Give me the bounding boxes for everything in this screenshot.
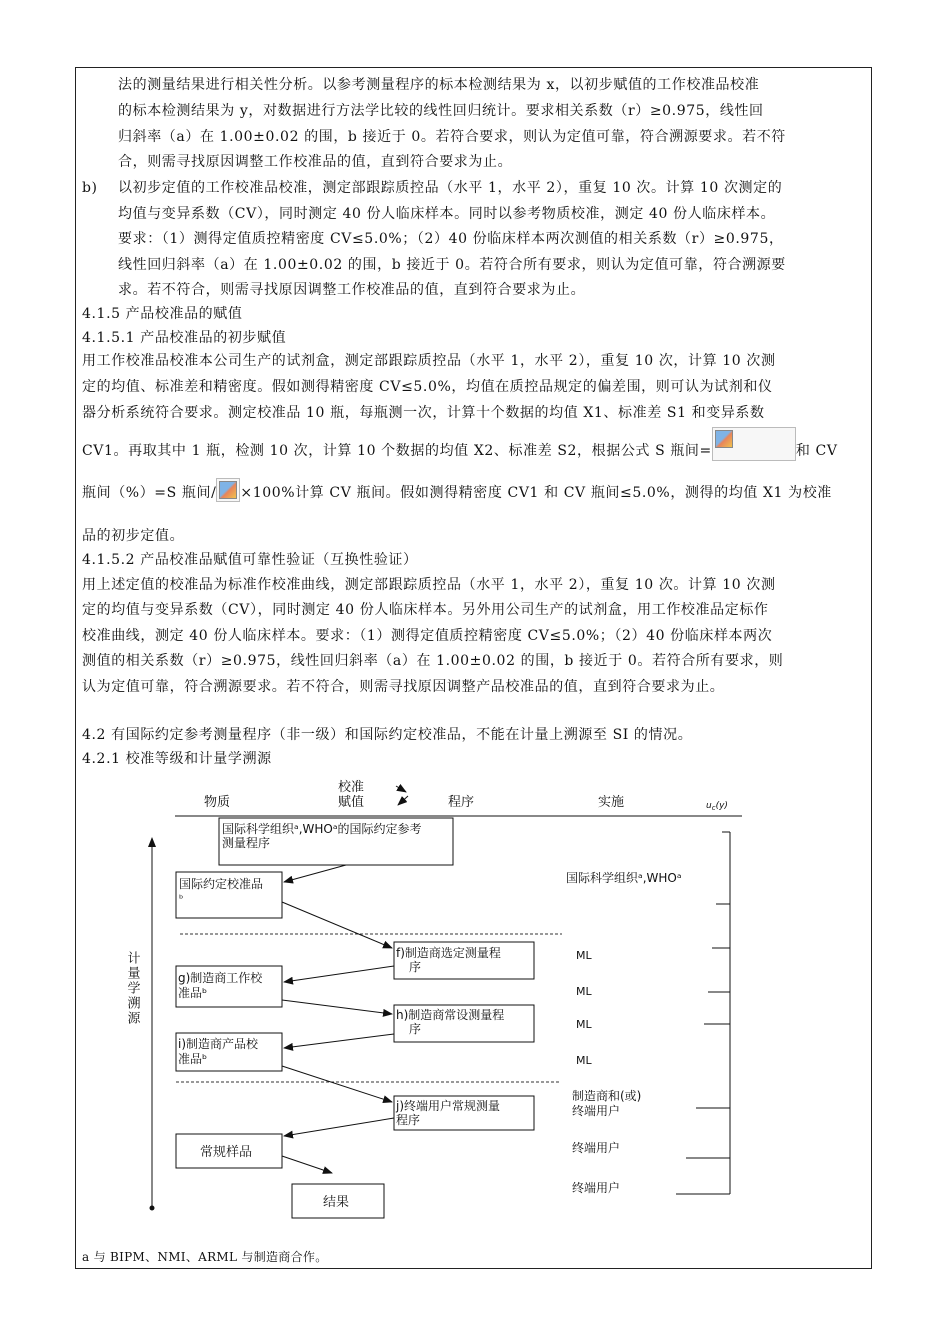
impl-mfr-line1: 制造商和(或)	[572, 1089, 642, 1103]
calib-arrow-right	[396, 786, 406, 792]
text-segment: 瓶间（%）=S 瓶间/	[82, 485, 217, 501]
text-line: 归斜率（a）在 1.00±0.02 的围，b 接近于 0。若符合要求，则认为定值可靠，符合溯源要求。若不符	[118, 129, 786, 145]
section-heading: 4.1.5.1 产品校准品的初步赋值	[82, 330, 287, 346]
box-j-line1: j)终端用户常规测量	[396, 1099, 501, 1113]
arrow	[282, 902, 392, 948]
section-heading: 4.2 有国际约定参考测量程序（非一级）和国际约定校准品，不能在计量上溯源至 SI 的情况。	[82, 727, 693, 743]
text-line: 测值的相关系数（r）≥0.975，线性回归斜率（a）在 1.00±0.02 的围，b 接近于 0。若符合所有要求，则	[82, 653, 784, 669]
formula-image-icon	[712, 427, 796, 461]
text-line: 合，则需寻找原因调整工作校准品的值，直到符合要求为止。	[118, 154, 513, 170]
text-line	[82, 484, 832, 502]
text-segment: CV1。再取其中 1 瓶，检测 10 次，计算 10 个数据的均值 X2、标准差 S2，根据公式 S 瓶间=	[82, 443, 712, 459]
impl-ml: ML	[576, 1018, 592, 1031]
box-reference-procedure-line2: 测量程序	[222, 836, 271, 850]
text-line: 用工作校准品校准本公司生产的试剂盒，测定部跟踪质控品（水平 1，水平 2），重复 10 次，计算 10 次测	[82, 353, 776, 369]
header-calib-line2: 赋值	[338, 795, 365, 810]
box-result-label: 结果	[323, 1195, 350, 1210]
text-line: 均值与变异系数（CV），同时测定 40 份人临床样本。同时以参考物质校准，测定 40 份人临床样本。	[118, 206, 776, 222]
box-intl-calibrator-line1: 国际约定校准品	[179, 877, 264, 891]
text-line: 校准曲线，测定 40 份人临床样本。要求：（1）测得定值质控精密度 CV≤5.0%；（2）40 份临床样本两次	[82, 628, 773, 644]
axis-label: 计量学溯源	[124, 951, 140, 1026]
header-uncertainty: $u_c(y)$	[706, 801, 728, 812]
impl-intl-org: 国际科学组织ᵃ,WHOᵃ	[566, 871, 682, 885]
impl-mfr-line2: 终端用户	[572, 1104, 621, 1118]
box-f-line1: f)制造商选定测量程	[396, 946, 501, 960]
text-line: 用上述定值的校准品为标准作校准曲线，测定部跟踪质控品（水平 1，水平 2），重复 10 次。计算 10 次测	[82, 577, 776, 593]
box-f-line2: 序	[409, 960, 422, 974]
impl-ml: ML	[576, 1054, 592, 1067]
impl-end-user: 终端用户	[572, 1141, 621, 1155]
text-line: 的标本检测结果为 y，对数据进行方法学比较的线性回归统计。要求相关系数（r）≥0.975，线性回	[118, 103, 764, 119]
box-h-line2: 序	[409, 1022, 422, 1036]
text-line: 品的初步定值。	[82, 528, 185, 544]
box-h-line1: h)制造商常设测量程	[396, 1008, 505, 1022]
arrow	[284, 865, 346, 882]
impl-ml: ML	[576, 949, 592, 962]
box-i-line1: i)制造商产品校	[178, 1037, 259, 1051]
text-line	[82, 441, 838, 461]
arrow	[282, 1000, 392, 1014]
text-line: 定的均值、标准差和精密度。假如测得精密度 CV≤5.0%，均值在质控品规定的偏差围，则可认为试剂和仪	[82, 379, 773, 395]
box-j-line2: 程序	[396, 1113, 421, 1127]
axis-origin	[150, 1206, 155, 1211]
arrow	[284, 1118, 394, 1136]
box-g-line2: 准品ᵇ	[178, 986, 208, 1000]
text-line: 线性回归斜率（a）在 1.00±0.02 的围，b 接近于 0。若符合所有要求，则认为定值可靠，符合溯源要	[118, 257, 786, 273]
arrow	[284, 966, 394, 982]
impl-ml: ML	[576, 985, 592, 998]
text-line: 以初步定值的工作校准品校准，测定部跟踪质控品（水平 1，水平 2），重复 10 次。计算 10 次测定的	[118, 180, 783, 196]
text-segment: 和 CV	[795, 443, 838, 459]
header-material: 物质	[204, 795, 231, 810]
text-line: 器分析系统符合要求。测定校准品 10 瓶，每瓶测一次，计算十个数据的均值 X1、标准差 S1 和变异系数	[82, 405, 765, 421]
footnote: a 与 BIPM、NMI、ARML 与制造商合作。	[82, 1250, 328, 1264]
box-g-line1: g)制造商工作校	[178, 971, 263, 985]
box-i-line2: 准品ᵇ	[178, 1052, 208, 1066]
text-segment: ×100%计算 CV 瓶间。假如测得精密度 CV1 和 CV 瓶间≤5.0%，测得的均值 X1 为校准	[240, 485, 832, 501]
arrow	[284, 1034, 394, 1048]
arrow	[282, 1066, 392, 1102]
section-heading: 4.2.1 校准等级和计量学溯源	[82, 751, 272, 767]
text-line: 认为定值可靠，符合溯源要求。若不符合，则需寻找原因调整产品校准品的值，直到符合要求为止。	[82, 679, 725, 695]
formula-image-icon	[216, 478, 240, 502]
box-routine-sample-label: 常规样品	[200, 1145, 253, 1160]
text-line: 定的均值与变异系数（CV），同时测定 40 份人临床样本。另外用公司生产的试剂盒，用工作校准品定标作	[82, 602, 769, 618]
text-line: 求。若不符合，则需寻找原因调整工作校准品的值，直到符合要求为止。	[118, 282, 586, 298]
text-line: 法的测量结果进行相关性分析。以参考测量程序的标本检测结果为 x，以初步赋值的工作校准品校准	[118, 77, 760, 93]
section-heading: 4.1.5.2 产品校准品赋值可靠性验证（互换性验证）	[82, 552, 418, 568]
header-calib-line1: 校准	[338, 780, 365, 795]
section-heading: 4.1.5 产品校准品的赋值	[82, 306, 243, 322]
traceability-diagram	[82, 776, 762, 1231]
box-intl-calibrator-line2: ᵇ	[179, 894, 184, 905]
header-implement: 实施	[598, 795, 625, 810]
arrow	[282, 1156, 332, 1173]
impl-end-user: 终端用户	[572, 1181, 621, 1195]
header-procedure: 程序	[448, 795, 475, 810]
calib-arrow-left	[398, 796, 408, 805]
box-reference-procedure-line1: 国际科学组织ᵃ,WHOᵃ的国际约定参考	[222, 822, 422, 836]
list-marker: b)	[82, 180, 98, 196]
text-line: 要求：（1）测得定值质控精密度 CV≤5.0%；（2）40 份临床样本两次测值的相关系数（r）≥0.975，	[118, 231, 784, 247]
